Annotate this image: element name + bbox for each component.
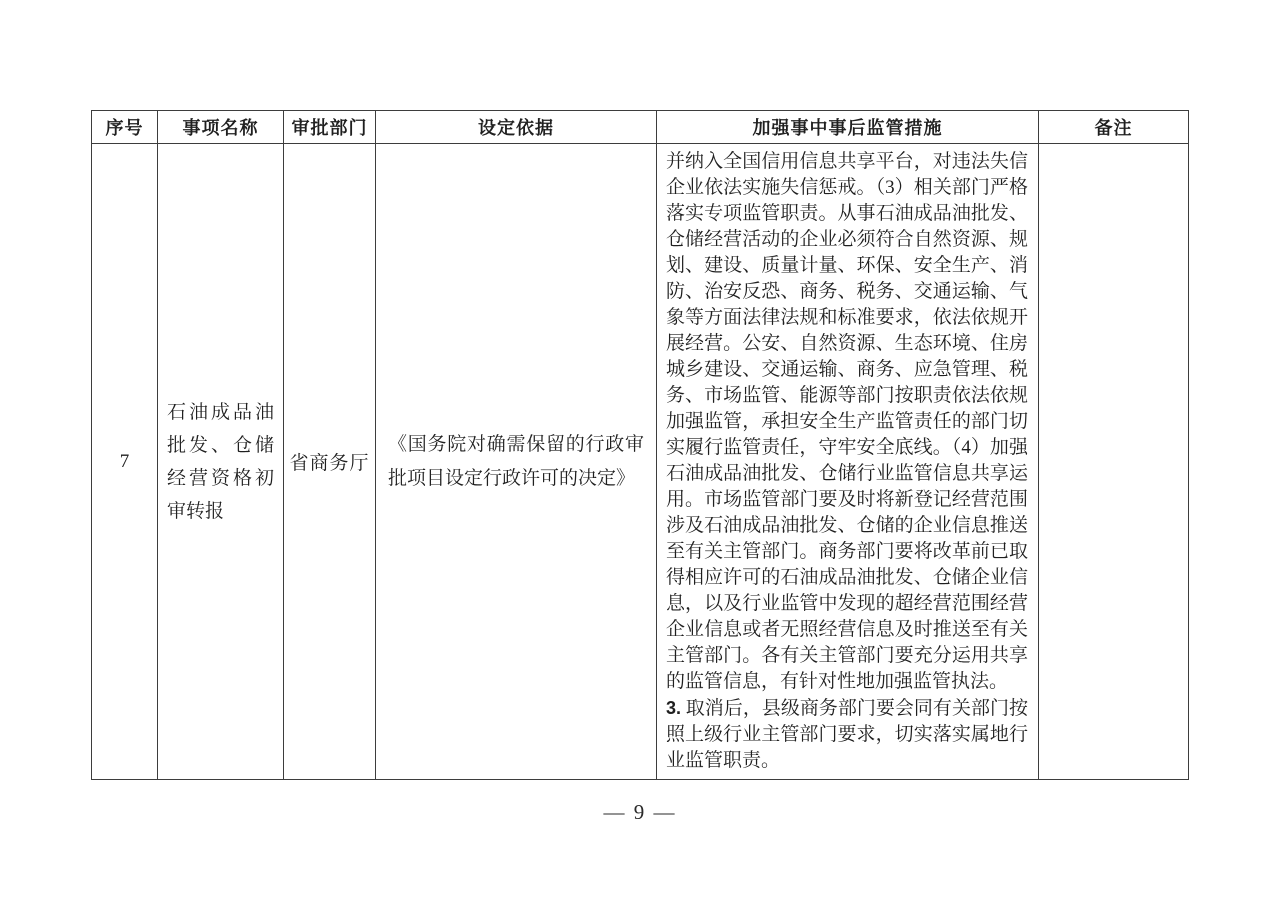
table-header-row [92,111,1189,144]
cell-setting-basis: 《国务院对确需保留的行政审批项目设定行政许可的决定》 [376,144,657,780]
cell-serial-number: 7 [92,144,158,780]
table-row [92,144,1189,780]
cell-approval-department: 省商务厅 [284,144,376,780]
header-item-name: 事项名称 [158,111,284,144]
measures-paragraph-2 [666,695,1028,774]
page-number: — 9 — [603,800,677,824]
measures-item-number: 3. [666,698,682,718]
supervision-measures-table [91,110,1189,780]
cell-supervision-measures [657,144,1039,780]
header-serial-number: 序号 [92,111,158,144]
header-approval-department: 审批部门 [284,111,376,144]
cell-remarks [1039,144,1189,780]
header-remarks: 备注 [1039,111,1189,144]
header-setting-basis: 设定依据 [376,111,657,144]
cell-item-name: 石油成品油批发、仓储经营资格初审转报 [158,144,284,780]
header-supervision-measures: 加强事中事后监管措施 [657,111,1039,144]
measures-paragraph-2-text: 取消后，县级商务部门要会同有关部门按照上级行业主管部门要求，切实落实属地行业监管职责。 [666,698,1028,771]
measures-paragraph-1: 并纳入全国信用信息共享平台，对违法失信企业依法实施失信惩戒。（3）相关部门严格落实专项监管职责。从事石油成品油批发、仓储经营活动的企业必须符合自然资源、规划、建设、质量计量、环保、安全生产、消防、治安反恐、商务、税务、交通运输、气象等方面法律法规和标准要求，依法依规开展经营。公安、自然资源、生态环境、住房城乡建设、交通运输、商务、应急管理、税务、市场监管、能源等部门按职责依法依规加强监管，承担安全生产监管责任的部门切实履行监管责任，守牢安全底线。（4）加强石油成品油批发、仓储行业监管信息共享运用。市场监管部门要及时将新登记经营范围涉及石油成品油批发、仓储的企业信息推送至有关主管部门。商务部门要将改革前已取得相应许可的石油成品油批发、仓储企业信息，以及行业监管中发现的超经营范围经营企业信息或者无照经营信息及时推送至有关主管部门。各有关主管部门要充分运用共享的监管信息，有针对性地加强监管执法。 [666,151,1028,692]
